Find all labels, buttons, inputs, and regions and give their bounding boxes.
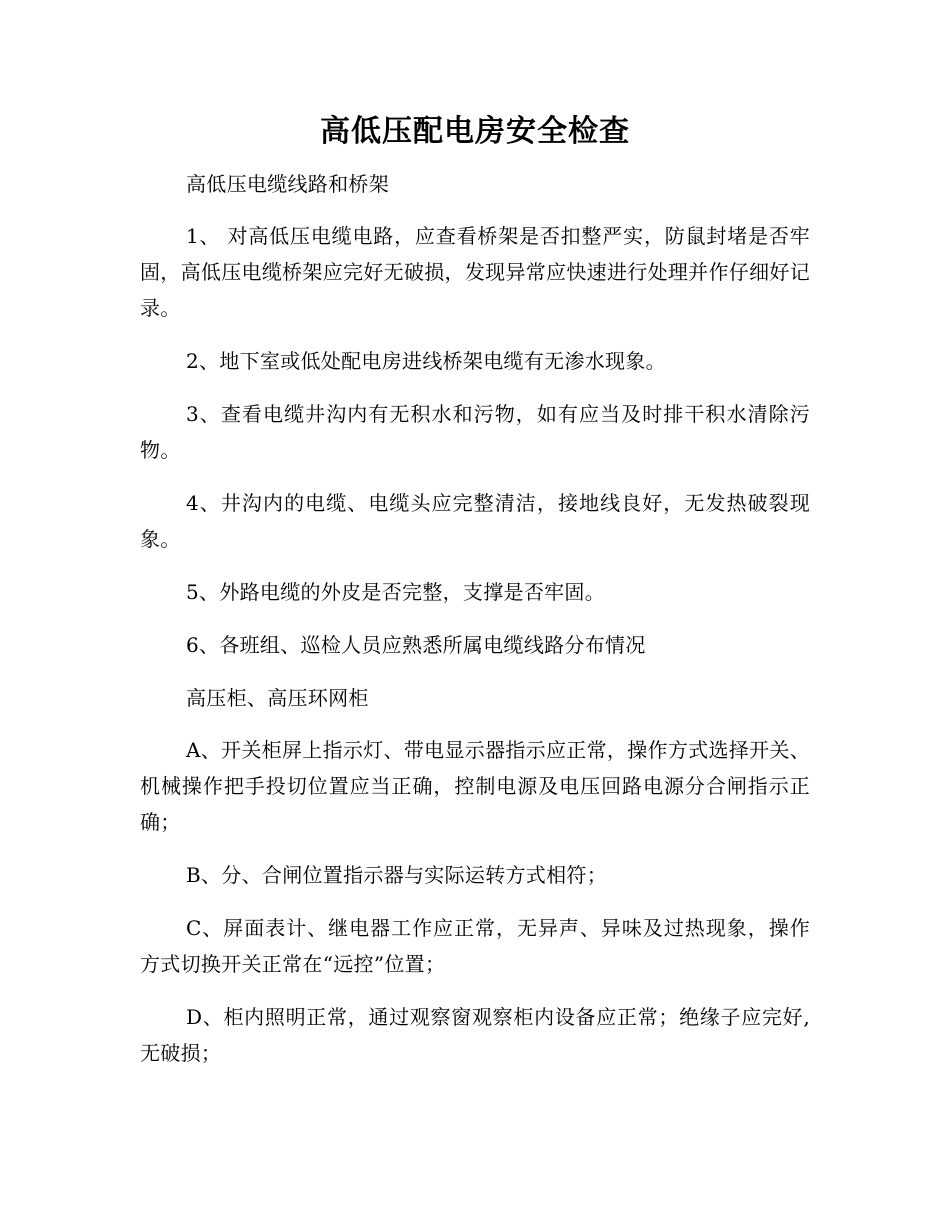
document-body	[140, 166, 810, 1088]
paragraph-item-5: 5、外路电缆的外皮是否完整，支撑是否牢固。	[186, 580, 606, 604]
paragraph-item-2: 2、地下室或低处配电房进线桥架电缆有无渗水现象。	[186, 349, 666, 373]
paragraph-item-3: 3、查看电缆井沟内有无积水和污物，如有应当及时排干积水清除污物。	[140, 402, 810, 462]
section-heading-hv-cabinets: 高压柜、高压环网柜	[186, 686, 369, 710]
paragraph-item-a: A、开关柜屏上指示灯、带电显示器指示应正常，操作方式选择开关、机械操作把手投切位置应当正确，控制电源及电压回路电源分合闸指示正确；	[140, 738, 810, 834]
paragraph-item-c: C、屏面表计、继电器工作应正常，无异声、异味及过热现象，操作方式切换开关正常在“远控”位置；	[140, 916, 810, 976]
paragraph-item-b: B、分、合闸位置指示器与实际运转方式相符；	[186, 863, 607, 887]
document-title: 高低压配电房安全检查	[320, 114, 630, 149]
section-heading-cable-trays: 高低压电缆线路和桥架	[186, 172, 389, 196]
paragraph-item-6: 6、各班组、巡检人员应熟悉所属电缆线路分布情况	[186, 633, 646, 657]
paragraph-item-4: 4、井沟内的电缆、电缆头应完整清洁，接地线良好，无发热破裂现象。	[140, 491, 810, 551]
paragraph-item-d: D、柜内照明正常，通过观察窗观察柜内设备应正常；绝缘子应完好,无破损；	[140, 1005, 810, 1065]
paragraph-item-1: 1、 对高低压电缆电路，应查看桥架是否扣整严实，防鼠封堵是否牢固，高低压电缆桥架应完好无破损，发现异常应快速进行处理并作仔细好记录。	[140, 224, 810, 320]
